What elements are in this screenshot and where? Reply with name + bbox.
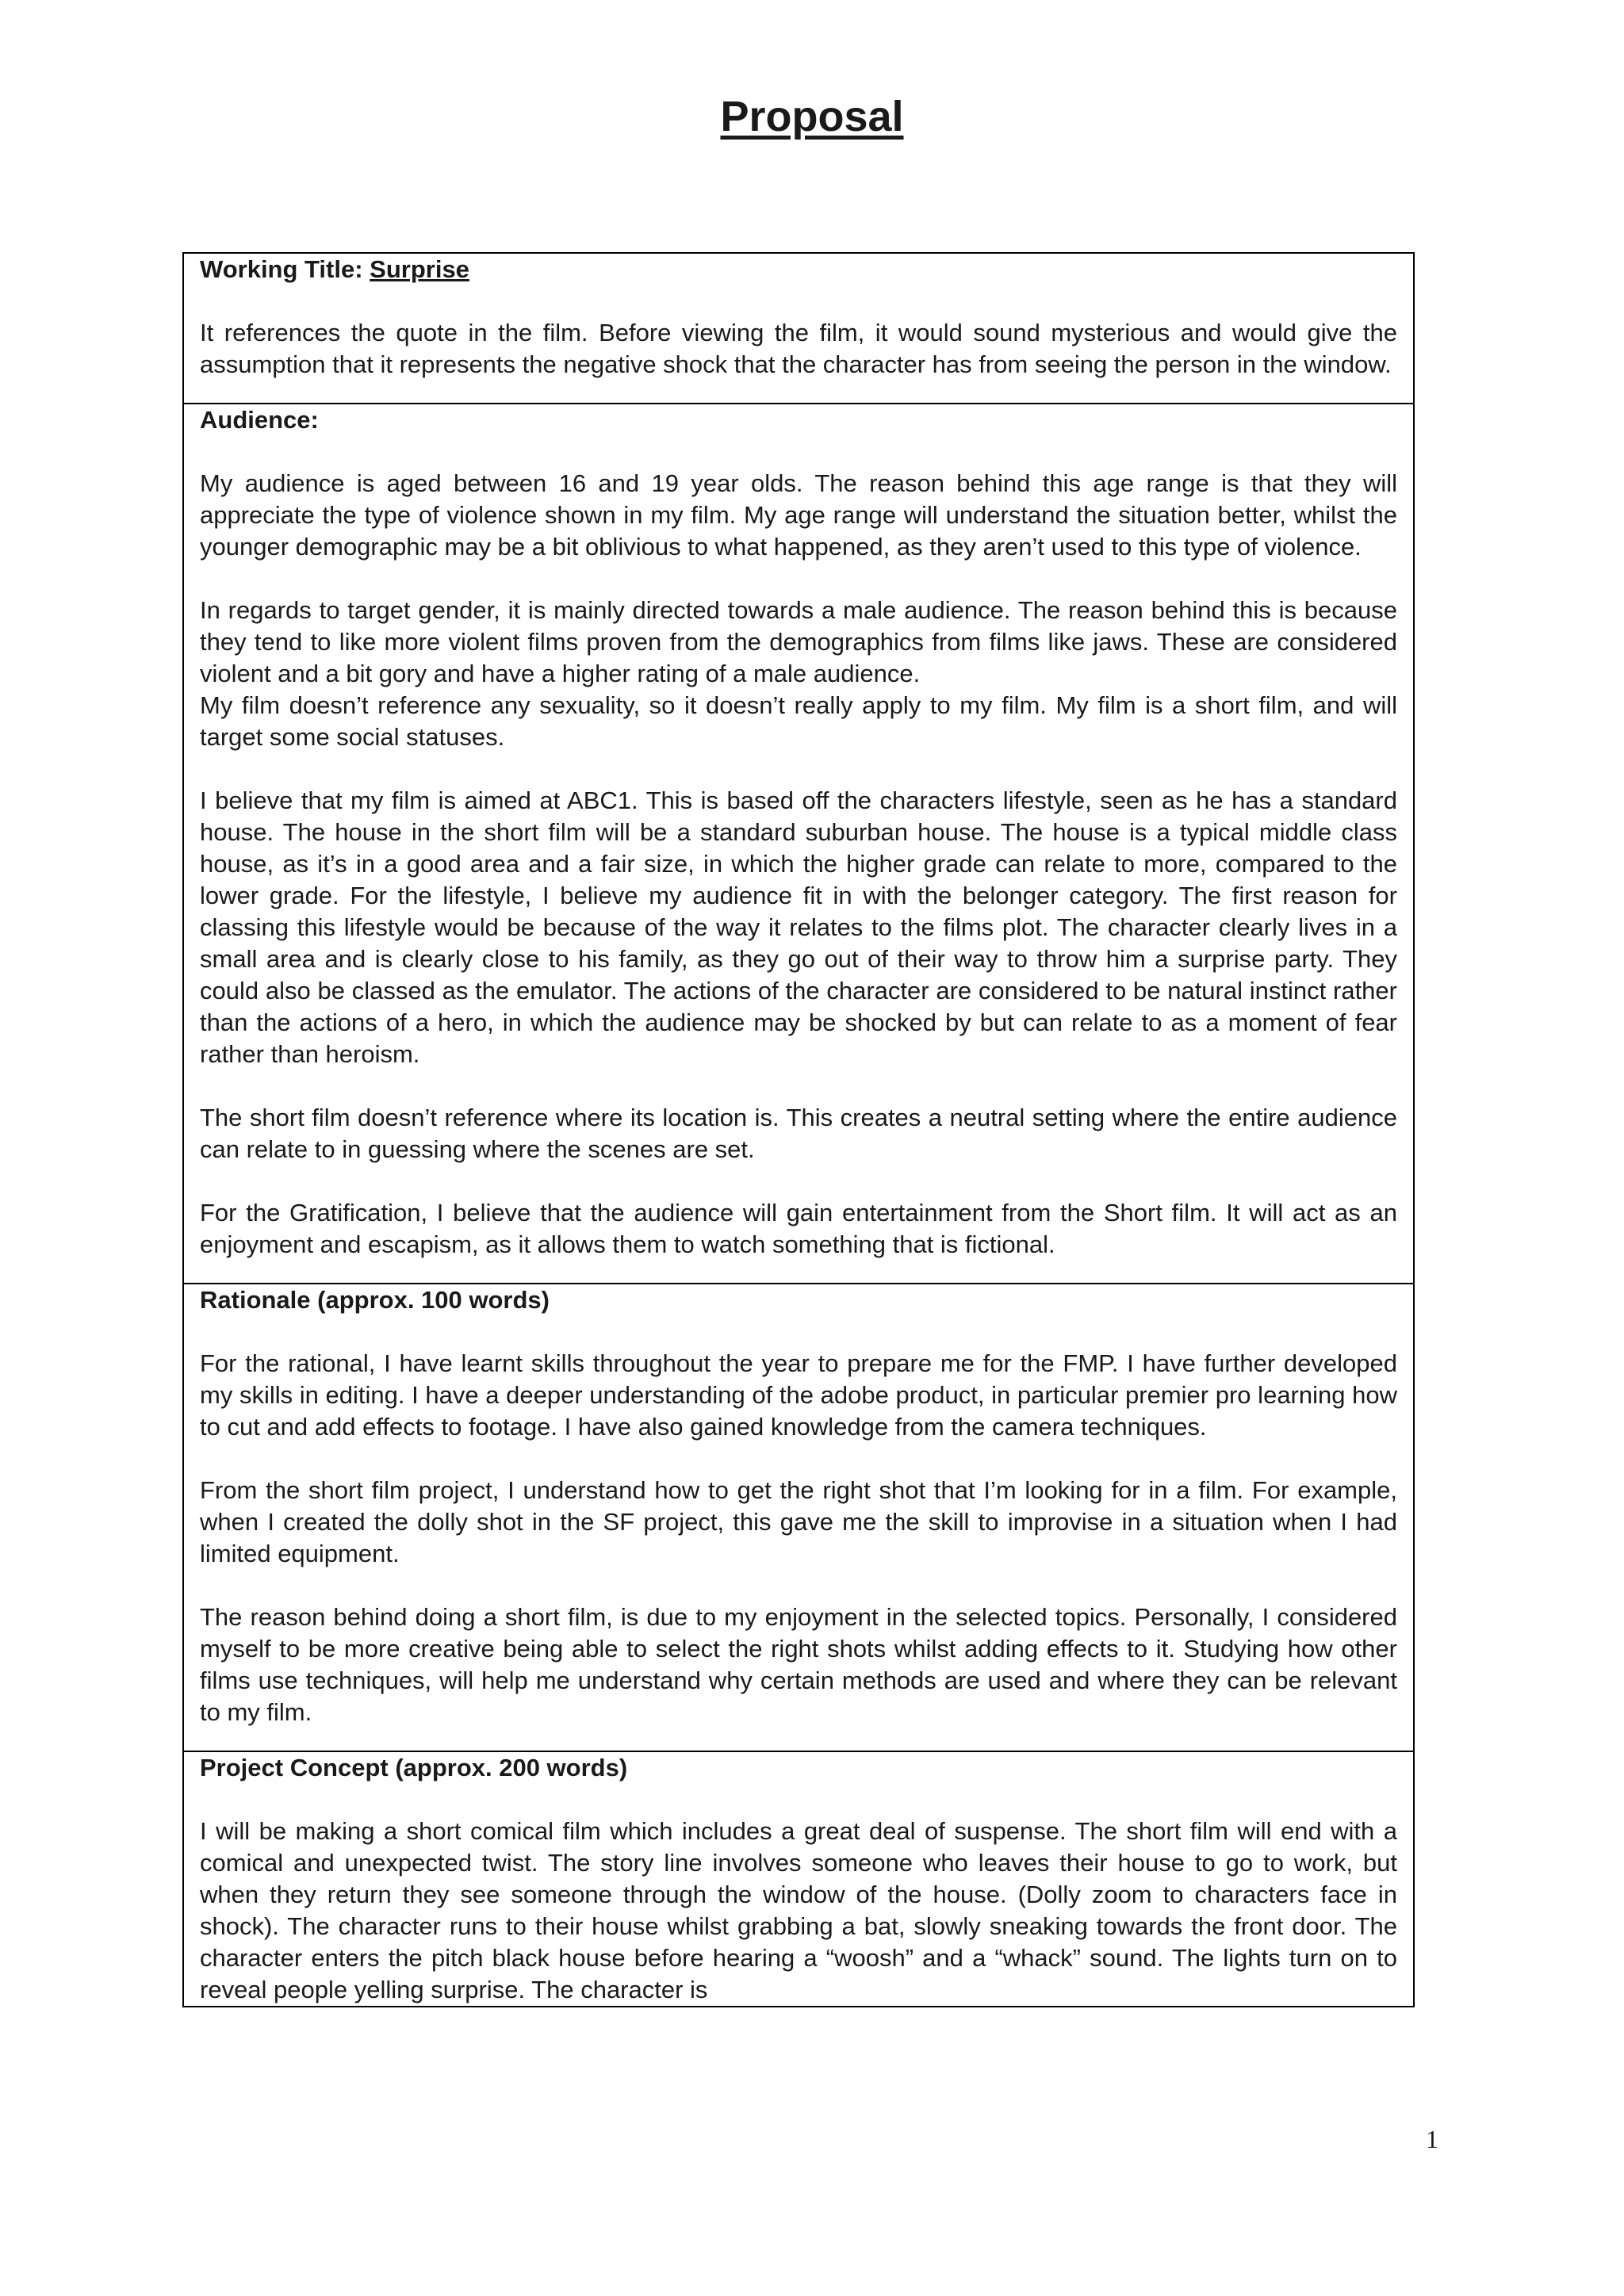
project-concept-heading: Project Concept (approx. 200 words) [200,1754,628,1781]
document-title: Proposal [720,93,904,140]
audience-paragraph: For the Gratification, I believe that the audience will gain entertainment from the Short film. It will act as an enjoyment and escapism, as it allows them to watch something that is fictional. [200,1199,1397,1258]
audience-paragraph: The short film doesn’t reference where its location is. This creates a neutral setting where the entire audience can relate to in guessing where the scenes are set. [200,1104,1397,1163]
proposal-table [182,252,1415,2007]
working-title-paragraph: It references the quote in the film. Before viewing the film, it would sound mysterious and would give the assumption that it represents the negative shock that the character has from seeing the person in the window. [200,319,1397,378]
audience-paragraph: I believe that my film is aimed at ABC1. This is based off the characters lifestyle, seen as he has a standard house. The house in the short film will be a standard suburban house. The house is a typical middle class house, as it’s in a good area and a fair size, in which the higher grade can relate to more, compared to the lower grade. For the lifestyle, I believe my audience fit in with the belonger category. The first reason for classing this lifestyle would be because of the way it relates to the films plot. The character clearly lives in a small area and is clearly close to his family, as they go out of their way to throw him a surprise party. They could also be classed as the emulator. The actions of the character are considered to be natural instinct rather than the actions of a hero, in which the audience may be shocked by but can relate to as a moment of fear rather than heroism. [200,786,1397,1068]
working-title-value: Surprise [370,255,469,283]
audience-heading: Audience: [200,406,319,434]
working-title-section [184,254,1413,403]
project-concept-section [184,1751,1413,2006]
rationale-section [184,1283,1413,1751]
audience-section [184,403,1413,1283]
working-title-heading [200,254,1397,285]
rationale-paragraph: For the rational, I have learnt skills throughout the year to prepare me for the FMP. I have further developed my skills in editing. I have a deeper understanding of the adobe product, in particular premier pro learning how to cut and add effects to footage. I have also gained knowledge from the camera techniques. [200,1349,1397,1441]
working-title-label: Working Title: [200,255,363,283]
page-number: 1 [1426,2125,1438,2153]
rationale-paragraph: The reason behind doing a short film, is due to my enjoyment in the selected topics. Personally, I considered myself to be more creative being able to select the right shots whilst adding effects to it. Studying how other films use techniques, will help me understand why certain methods are used and where they can be relevant to my film. [200,1603,1397,1726]
rationale-paragraph: From the short film project, I understand how to get the right shot that I’m looking for in a film. For example, when I created the dolly shot in the SF project, this gave me the skill to improvise in a situation when I had limited equipment. [200,1476,1397,1567]
audience-paragraph: My film doesn’t reference any sexuality, so it doesn’t really apply to my film. My film is a short film, and will target some social statuses. [200,691,1397,751]
project-concept-paragraph: I will be making a short comical film which includes a great deal of suspense. The short film will end with a comical and unexpected twist. The story line involves someone who leaves their house to go to work, but when they return they see someone through the window of the house. (Dolly zoom to characters face in shock). The character runs to their house whilst grabbing a bat, slowly sneaking towards the front door. The character enters the pitch black house before hearing a “woosh” and a “whack” sound. The lights turn on to reveal people yelling surprise. The character is [200,1817,1397,2003]
rationale-heading: Rationale (approx. 100 words) [200,1286,550,1314]
audience-paragraph: My audience is aged between 16 and 19 year olds. The reason behind this age range is that they will appreciate the type of violence shown in my film. My age range will understand the situation better, whilst the younger demographic may be a bit oblivious to what happened, as they aren’t used to this type of violence. [200,469,1397,561]
audience-paragraph: In regards to target gender, it is mainly directed towards a male audience. The reason behind this is because they tend to like more violent films proven from the demographics from films like jaws. These are considered violent and a bit gory and have a higher rating of a male audience. [200,596,1397,687]
